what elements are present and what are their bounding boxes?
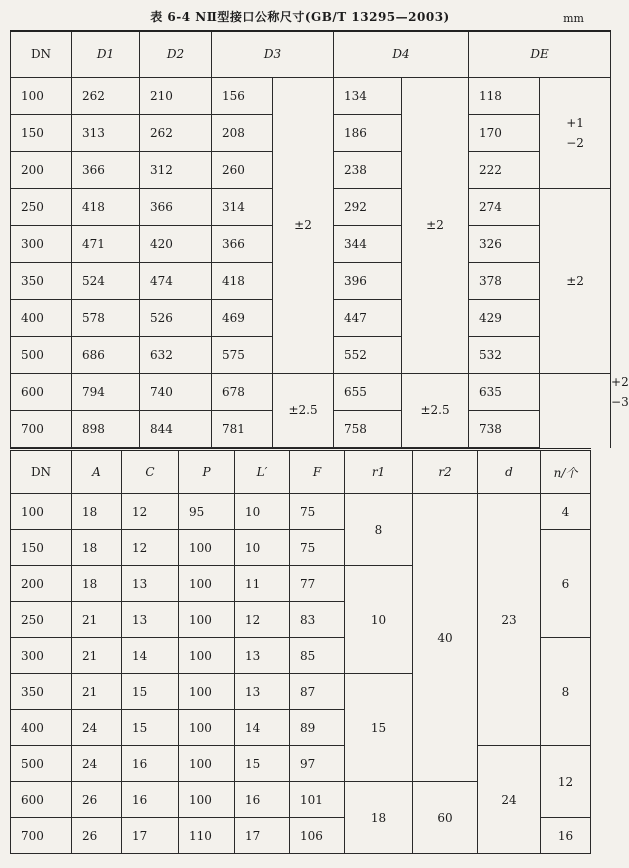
d3-tolerance-a: ±2: [273, 77, 334, 373]
r1-cell: 15: [345, 674, 413, 782]
f-cell: 75: [290, 530, 345, 566]
table-row: 500 686 632 575 552 532 +2 −3: [11, 336, 611, 373]
de-tolerance-b: ±2: [540, 188, 611, 373]
d4-cell: 134: [334, 77, 402, 114]
dn-cell: 200: [11, 151, 72, 188]
n-cell: 8: [541, 638, 591, 746]
p-cell: 95: [179, 494, 235, 530]
d3-cell: 575: [212, 336, 273, 373]
a-cell: 18: [72, 566, 122, 602]
de-cell: 170: [469, 114, 540, 151]
d1-cell: 471: [72, 225, 140, 262]
d2-cell: 210: [140, 77, 212, 114]
header-dn: DN: [11, 31, 72, 77]
c-cell: 17: [122, 818, 179, 854]
d2-cell: 740: [140, 373, 212, 410]
de-cell: 378: [469, 262, 540, 299]
dn-cell: 400: [11, 710, 72, 746]
dn-cell: 300: [11, 225, 72, 262]
header-dn: DN: [11, 450, 72, 494]
r1-cell: 8: [345, 494, 413, 566]
de-cell: 532: [469, 336, 540, 373]
table-row: [11, 746, 591, 782]
d2-cell: 366: [140, 188, 212, 225]
header-r1: r1: [345, 450, 413, 494]
dn-cell: 350: [11, 262, 72, 299]
l-cell: 12: [235, 602, 290, 638]
de-cell: 326: [469, 225, 540, 262]
d3-cell: 418: [212, 262, 273, 299]
dn-cell: 500: [11, 746, 72, 782]
p-cell: 100: [179, 530, 235, 566]
dn-cell: 600: [11, 782, 72, 818]
d-cell: 24: [478, 746, 541, 854]
header-row: [11, 450, 591, 494]
table-row: [11, 373, 611, 410]
d4-cell: 396: [334, 262, 402, 299]
d2-cell: 526: [140, 299, 212, 336]
header-de: DE: [469, 31, 611, 77]
header-d4: D4: [334, 31, 469, 77]
dn-cell: 600: [11, 373, 72, 410]
d1-cell: 578: [72, 299, 140, 336]
d3-cell: 781: [212, 410, 273, 447]
dn-cell: 250: [11, 602, 72, 638]
table-row: [11, 77, 611, 114]
d3-tolerance-b: ±2.5: [273, 373, 334, 447]
c-cell: 12: [122, 494, 179, 530]
f-cell: 106: [290, 818, 345, 854]
dn-cell: 700: [11, 818, 72, 854]
l-cell: 16: [235, 782, 290, 818]
d3-cell: 208: [212, 114, 273, 151]
n-cell: 4: [541, 494, 591, 530]
d1-cell: 418: [72, 188, 140, 225]
dn-cell: 300: [11, 638, 72, 674]
d3-cell: 469: [212, 299, 273, 336]
table-title: 表 6-4 NⅡ型接口公称尺寸(GB/T 13295—2003): [150, 10, 450, 24]
header-d: d: [478, 450, 541, 494]
dn-cell: 500: [11, 336, 72, 373]
table-row: [11, 494, 591, 530]
f-cell: 89: [290, 710, 345, 746]
r2-cell: 60: [413, 782, 478, 854]
dimensions-table-upper: [10, 30, 629, 448]
unit-label: mm: [563, 12, 584, 25]
d4-cell: 447: [334, 299, 402, 336]
header-p: P: [179, 450, 235, 494]
header-row: [11, 31, 611, 77]
d2-cell: 262: [140, 114, 212, 151]
de-cell: 118: [469, 77, 540, 114]
p-cell: 100: [179, 638, 235, 674]
p-cell: 100: [179, 710, 235, 746]
f-cell: 101: [290, 782, 345, 818]
r1-cell: 10: [345, 566, 413, 674]
l-cell: 13: [235, 638, 290, 674]
header-d2: D2: [140, 31, 212, 77]
p-cell: 100: [179, 602, 235, 638]
d3-cell: 260: [212, 151, 273, 188]
header-c: C: [122, 450, 179, 494]
p-cell: 100: [179, 782, 235, 818]
c-cell: 15: [122, 674, 179, 710]
c-cell: 16: [122, 782, 179, 818]
d1-cell: 366: [72, 151, 140, 188]
dn-cell: 100: [11, 77, 72, 114]
c-cell: 14: [122, 638, 179, 674]
header-d3: D3: [212, 31, 334, 77]
dimensions-table-lower: [10, 448, 591, 854]
r2-cell: 40: [413, 494, 478, 782]
c-cell: 12: [122, 530, 179, 566]
f-cell: 97: [290, 746, 345, 782]
d1-cell: 686: [72, 336, 140, 373]
p-cell: 110: [179, 818, 235, 854]
f-cell: 87: [290, 674, 345, 710]
de-tolerance-a: +1 −2: [540, 77, 611, 188]
dn-cell: 150: [11, 114, 72, 151]
a-cell: 21: [72, 602, 122, 638]
d4-cell: 186: [334, 114, 402, 151]
d4-tolerance-a: ±2: [402, 77, 469, 373]
d2-cell: 632: [140, 336, 212, 373]
header-d1: D1: [72, 31, 140, 77]
p-cell: 100: [179, 566, 235, 602]
a-cell: 26: [72, 782, 122, 818]
f-cell: 77: [290, 566, 345, 602]
n-cell: 6: [541, 530, 591, 638]
d1-cell: 898: [72, 410, 140, 447]
header-f: F: [290, 450, 345, 494]
p-cell: 100: [179, 674, 235, 710]
a-cell: 18: [72, 530, 122, 566]
d4-tolerance-b: ±2.5: [402, 373, 469, 447]
n-cell: 12: [541, 746, 591, 818]
d3-cell: 156: [212, 77, 273, 114]
n-cell: 16: [541, 818, 591, 854]
a-cell: 18: [72, 494, 122, 530]
header-r2: r2: [413, 450, 478, 494]
c-cell: 16: [122, 746, 179, 782]
d3-cell: 678: [212, 373, 273, 410]
dn-cell: 200: [11, 566, 72, 602]
header-n: n/个: [541, 450, 591, 494]
d4-cell: 758: [334, 410, 402, 447]
d3-cell: 314: [212, 188, 273, 225]
f-cell: 75: [290, 494, 345, 530]
l-cell: 17: [235, 818, 290, 854]
d4-cell: 552: [334, 336, 402, 373]
de-cell: 274: [469, 188, 540, 225]
dn-cell: 350: [11, 674, 72, 710]
d2-cell: 312: [140, 151, 212, 188]
d2-cell: 420: [140, 225, 212, 262]
p-cell: 100: [179, 746, 235, 782]
f-cell: 83: [290, 602, 345, 638]
c-cell: 13: [122, 566, 179, 602]
d4-cell: 238: [334, 151, 402, 188]
l-cell: 10: [235, 530, 290, 566]
header-a: A: [72, 450, 122, 494]
d3-cell: 366: [212, 225, 273, 262]
l-cell: 15: [235, 746, 290, 782]
de-cell: 738: [469, 410, 540, 447]
d2-cell: 474: [140, 262, 212, 299]
de-cell: 222: [469, 151, 540, 188]
r1-cell: 18: [345, 782, 413, 854]
d4-cell: 292: [334, 188, 402, 225]
d1-cell: 262: [72, 77, 140, 114]
l-cell: 13: [235, 674, 290, 710]
d-cell: 23: [478, 494, 541, 746]
l-cell: 14: [235, 710, 290, 746]
a-cell: 24: [72, 746, 122, 782]
a-cell: 21: [72, 638, 122, 674]
c-cell: 13: [122, 602, 179, 638]
d2-cell: 844: [140, 410, 212, 447]
de-cell: 429: [469, 299, 540, 336]
d1-cell: 313: [72, 114, 140, 151]
dn-cell: 400: [11, 299, 72, 336]
a-cell: 21: [72, 674, 122, 710]
d4-cell: 655: [334, 373, 402, 410]
dn-cell: 150: [11, 530, 72, 566]
header-l: L′: [235, 450, 290, 494]
d4-cell: 344: [334, 225, 402, 262]
l-cell: 11: [235, 566, 290, 602]
c-cell: 15: [122, 710, 179, 746]
d1-cell: 524: [72, 262, 140, 299]
dn-cell: 700: [11, 410, 72, 447]
dn-cell: 250: [11, 188, 72, 225]
a-cell: 26: [72, 818, 122, 854]
d1-cell: 794: [72, 373, 140, 410]
l-cell: 10: [235, 494, 290, 530]
f-cell: 85: [290, 638, 345, 674]
dn-cell: 100: [11, 494, 72, 530]
de-cell: 635: [469, 373, 540, 410]
a-cell: 24: [72, 710, 122, 746]
